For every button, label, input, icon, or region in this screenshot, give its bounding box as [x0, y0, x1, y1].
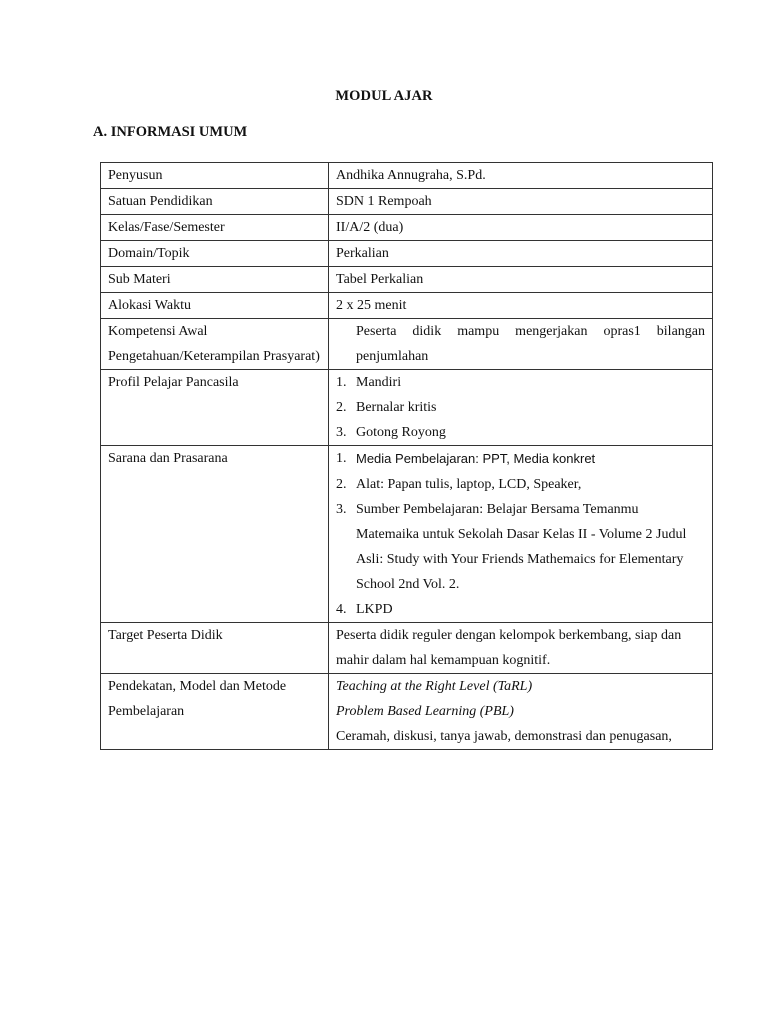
list-item — [336, 420, 705, 445]
row-label: Sub Materi — [101, 267, 329, 293]
table-row-satuan-pendidikan — [101, 189, 713, 215]
list-text: Sumber Pembelajaran: Belajar Bersama Temanmu Matemaika untuk Sekolah Dasar Kelas II - Volume 2 Judul Asli: Study with Your Friends Mathemaics for Elementary School 2nd Vol. 2. — [356, 502, 687, 592]
row-label: Domain/Topik — [101, 241, 329, 267]
list-item — [336, 597, 705, 622]
row-value — [329, 370, 713, 446]
list-text: Mandiri — [356, 375, 402, 390]
row-label: Profil Pelajar Pancasila — [101, 370, 329, 446]
table-row-target — [101, 623, 713, 674]
list-item — [336, 370, 705, 395]
list-text: Bernalar kritis — [356, 400, 437, 415]
table-row-sub-materi — [101, 267, 713, 293]
row-value — [329, 674, 713, 750]
list-number: 1. — [336, 451, 347, 466]
table-row-penyusun — [101, 163, 713, 189]
table-row-profil — [101, 370, 713, 446]
pendekatan-line: Teaching at the Right Level (TaRL) — [336, 679, 533, 694]
row-label: Sarana dan Prasarana — [101, 446, 329, 623]
table-row-kompetensi — [101, 319, 713, 370]
list-number: 1. — [336, 375, 347, 390]
row-value — [329, 446, 713, 623]
list-text: Media Pembelajaran: PPT, Media konkret — [356, 451, 596, 466]
row-value: Peserta didik reguler dengan kelompok berkembang, siap dan mahir dalam hal kemampuan kognitif. — [329, 623, 713, 674]
row-value: Tabel Perkalian — [329, 267, 713, 293]
sarana-list — [336, 446, 705, 622]
pendekatan-line: Ceramah, diskusi, tanya jawab, demonstrasi dan penugasan, — [336, 729, 672, 744]
table-row-alokasi-waktu — [101, 293, 713, 319]
kompetensi-text: Peserta didik mampu mengerjakan opras1 bilangan penjumlahan — [356, 324, 705, 364]
row-label: Alokasi Waktu — [101, 293, 329, 319]
list-number: 4. — [336, 602, 347, 617]
list-number: 3. — [336, 425, 347, 440]
table-row-sarana — [101, 446, 713, 623]
row-label: Pendekatan, Model dan Metode Pembelajaran — [101, 674, 329, 750]
list-item — [336, 497, 705, 597]
list-text: LKPD — [356, 602, 393, 617]
list-number: 3. — [336, 502, 347, 517]
list-item — [336, 395, 705, 420]
table-row-kelas — [101, 215, 713, 241]
row-value: SDN 1 Rempoah — [329, 189, 713, 215]
row-label: Penyusun — [101, 163, 329, 189]
list-item — [336, 472, 705, 497]
info-table — [100, 162, 713, 750]
list-item — [336, 446, 705, 472]
row-value: II/A/2 (dua) — [329, 215, 713, 241]
document-title: MODUL AJAR — [335, 88, 433, 104]
table-row-pendekatan — [101, 674, 713, 750]
pendekatan-line: Problem Based Learning (PBL) — [336, 704, 514, 719]
list-text: Gotong Royong — [356, 425, 446, 440]
row-label: Satuan Pendidikan — [101, 189, 329, 215]
profil-list — [336, 370, 705, 445]
row-value: Andhika Annugraha, S.Pd. — [329, 163, 713, 189]
list-number: 2. — [336, 477, 347, 492]
row-label: Target Peserta Didik — [101, 623, 329, 674]
list-number: 2. — [336, 400, 347, 415]
table-row-domain — [101, 241, 713, 267]
row-value — [329, 319, 713, 370]
row-label: Kompetensi Awal Pengetahuan/Keterampilan Prasyarat) — [101, 319, 329, 370]
list-text: Alat: Papan tulis, laptop, LCD, Speaker, — [356, 477, 582, 492]
row-label: Kelas/Fase/Semester — [101, 215, 329, 241]
section-heading: A. INFORMASI UMUM — [93, 124, 248, 140]
row-value: 2 x 25 menit — [329, 293, 713, 319]
row-value: Perkalian — [329, 241, 713, 267]
